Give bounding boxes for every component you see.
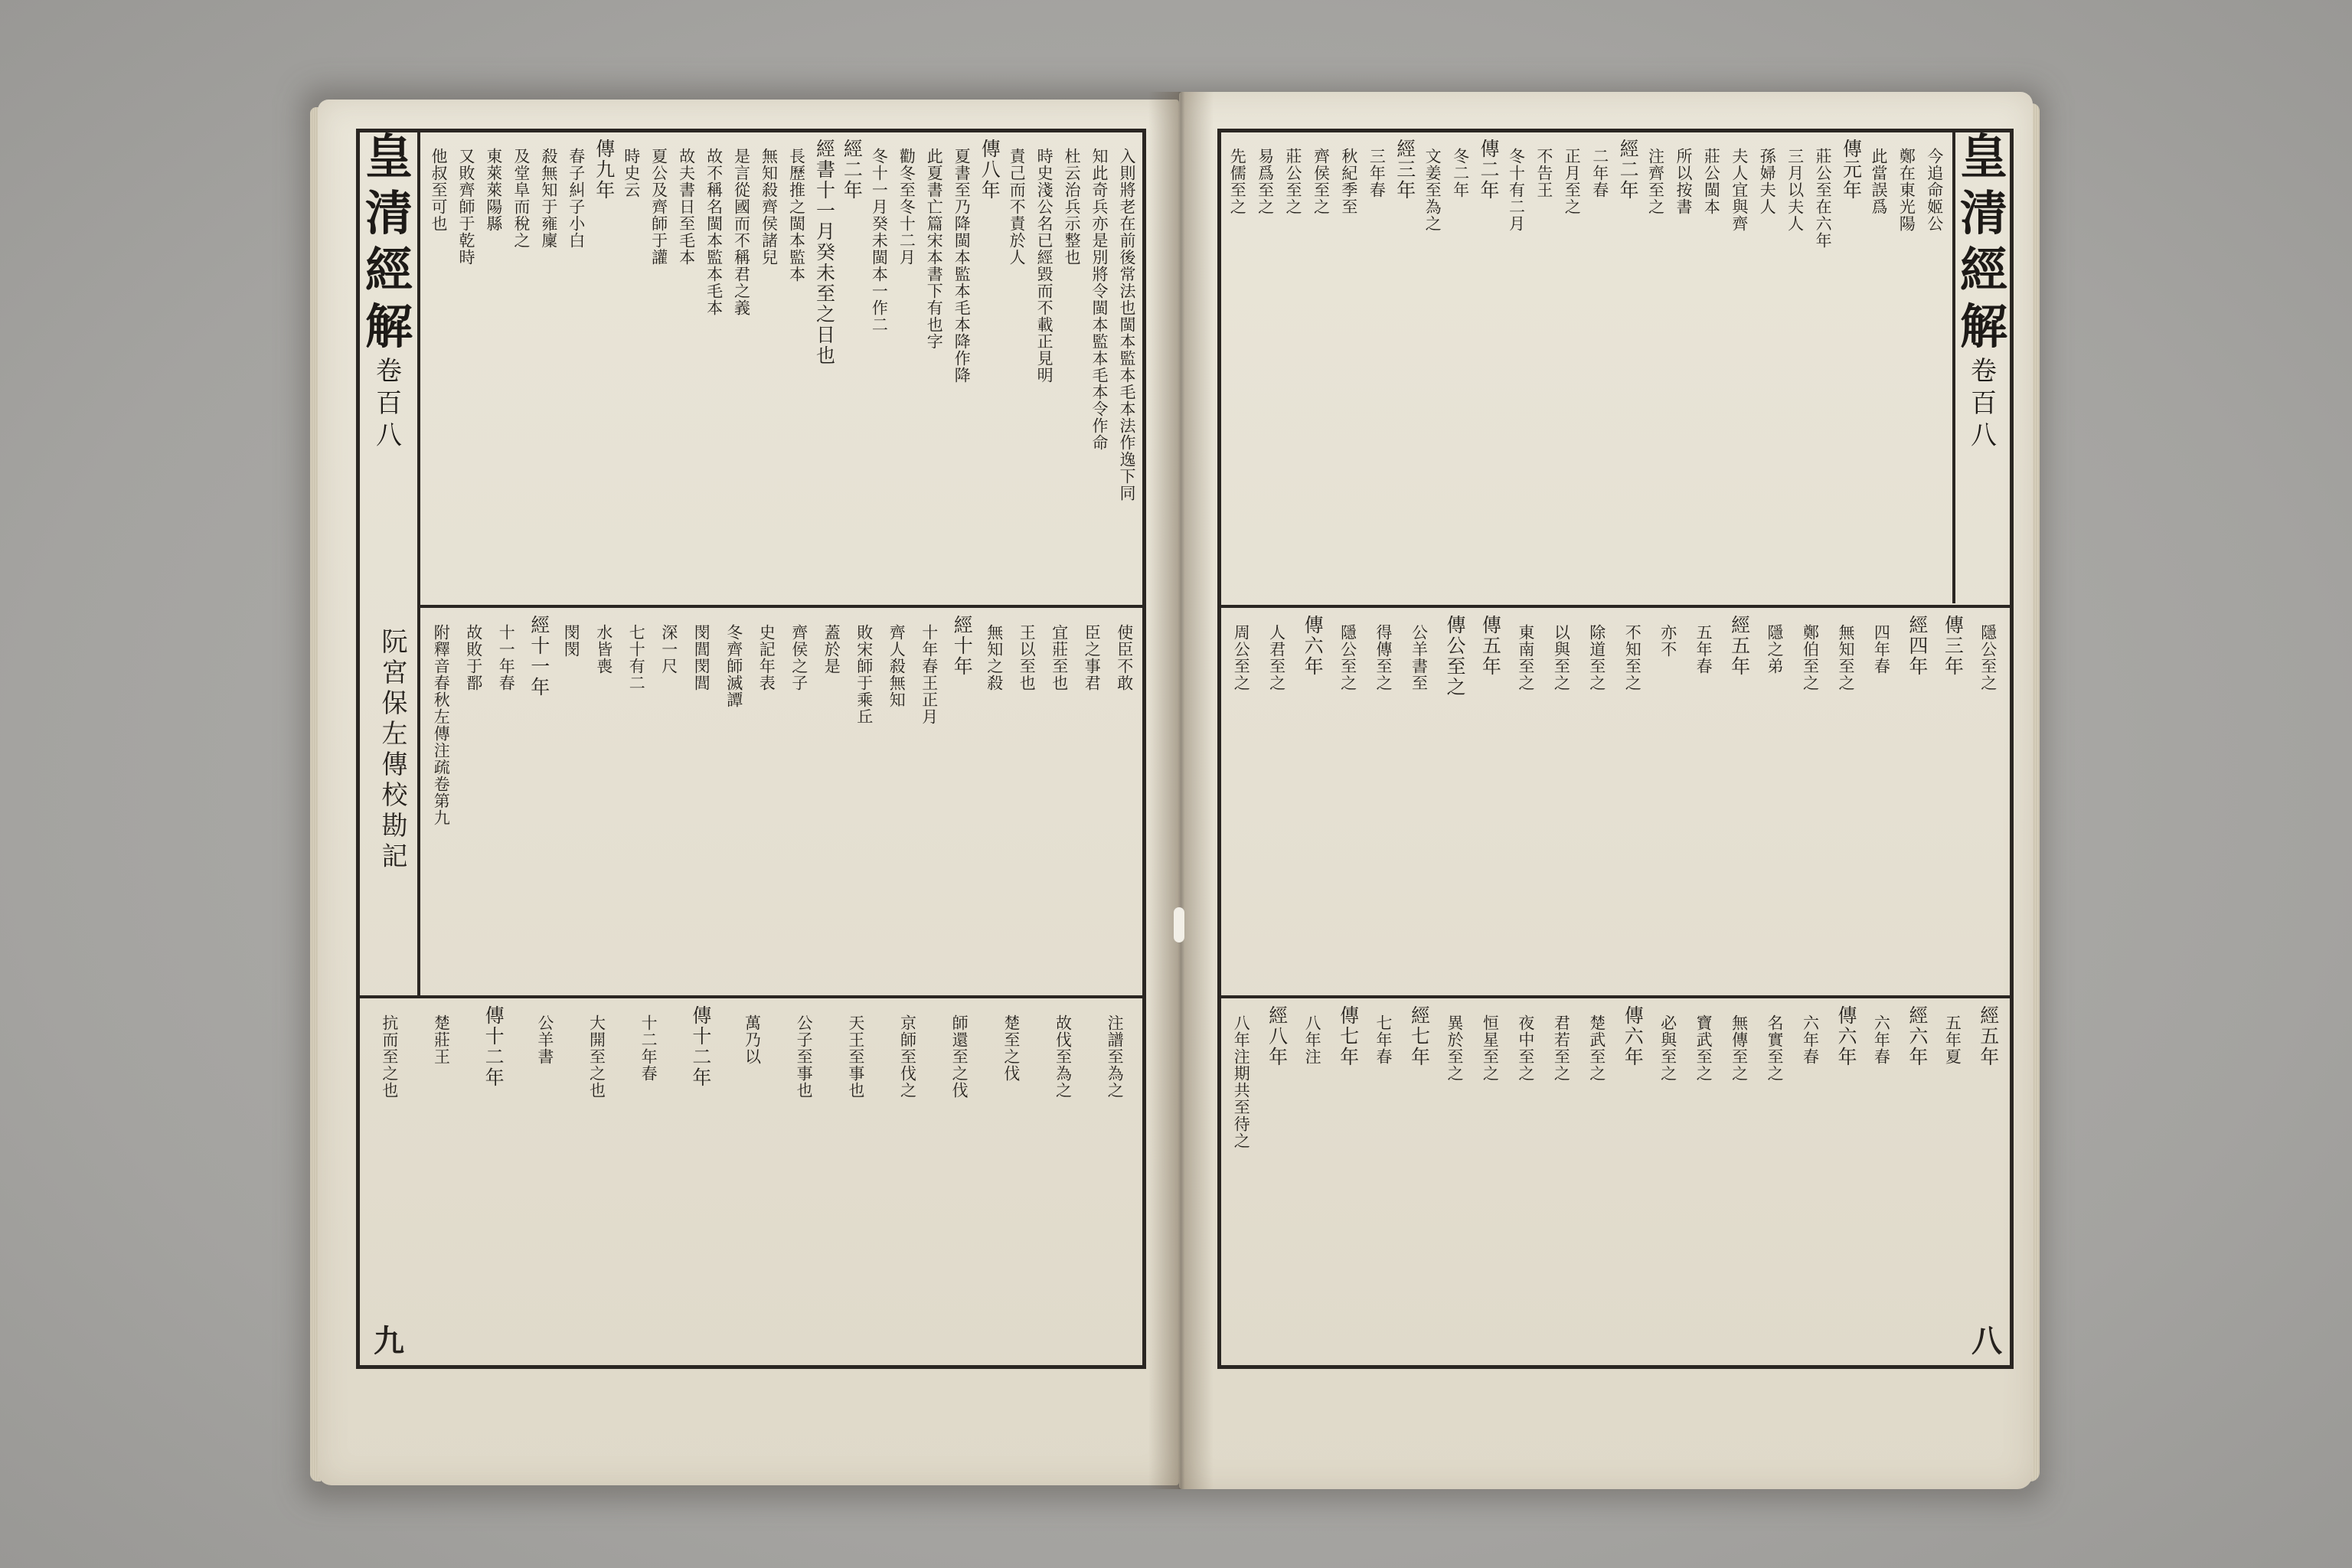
text-column: 十二年春	[639, 1014, 658, 1082]
section-heading-column: 傳三年	[1942, 615, 1965, 677]
left-rule-lower	[356, 995, 1146, 998]
text-column: 隱之弟	[1766, 624, 1785, 675]
section-heading-column: 經十年	[951, 615, 974, 677]
text-column: 莊公閩本	[1702, 148, 1721, 215]
side-volume-char: 八	[376, 420, 402, 451]
text-column: 七年春	[1374, 1014, 1393, 1065]
text-column: 故夫書日至毛本	[677, 148, 696, 266]
text-column: 鄭伯至之	[1801, 624, 1820, 691]
text-column: 宜莊至也	[1050, 624, 1069, 691]
text-column: 孫婦夫人	[1758, 148, 1777, 215]
text-column: 他叔至可也	[429, 148, 448, 232]
text-column: 冬齊師滅譚	[724, 624, 743, 708]
text-column: 杜云治兵示整也	[1063, 148, 1082, 266]
side-title-char: 清	[364, 185, 413, 241]
text-column: 時史淺公名已經毀而不載正見明	[1035, 148, 1054, 384]
left-rule-upper	[417, 605, 1146, 608]
book-gutter	[1148, 92, 1214, 1489]
side-title-char: 解	[1959, 299, 2007, 354]
text-column: 萬乃以	[743, 1014, 762, 1065]
text-column: 史記年表	[757, 624, 776, 691]
text-column: 除道至之	[1587, 624, 1606, 691]
text-column: 注齊至之	[1646, 148, 1665, 215]
text-column: 及堂阜而稅之	[511, 148, 531, 249]
text-column: 莊公至在六年	[1814, 148, 1833, 249]
text-column: 入則將老在前後常法也閩本監本毛本法作逸下同	[1118, 148, 1137, 501]
side-volume-char: 百	[376, 388, 402, 419]
section-heading-column: 經五年	[1728, 615, 1751, 677]
text-column: 必與至之	[1658, 1014, 1677, 1082]
text-column: 隱公至之	[1338, 624, 1357, 691]
text-column: 王以至也	[1018, 624, 1037, 691]
side-volume-char: 卷	[376, 356, 402, 387]
left-side-column-rule	[417, 129, 420, 995]
text-column: 五年夏	[1943, 1014, 1962, 1065]
text-column: 三年春	[1367, 148, 1387, 198]
section-heading-column: 傳五年	[1479, 615, 1502, 677]
side-volume-char: 百	[1971, 388, 1997, 419]
text-column: 無知之殺	[985, 624, 1004, 691]
text-column: 附釋音春秋左傳注疏卷第九	[432, 624, 451, 826]
text-column: 不告王	[1534, 148, 1553, 198]
text-column: 閔閔	[562, 624, 581, 658]
text-column: 夏公及齊師于讙	[649, 148, 668, 266]
section-heading-column: 經書十一月癸未至之日也	[813, 139, 836, 366]
text-column: 三月以夫人	[1785, 148, 1805, 232]
text-column: 齊侯之子	[789, 624, 808, 691]
text-column: 不知至之	[1623, 624, 1642, 691]
text-column: 恒星至之	[1481, 1014, 1500, 1082]
text-column: 二年春	[1590, 148, 1609, 198]
text-column: 公羊書至	[1410, 624, 1429, 691]
text-column: 冬十一月癸未閩本一作二	[870, 148, 889, 333]
text-column: 名實至之	[1766, 1014, 1785, 1082]
text-column: 時史云	[622, 148, 641, 198]
text-column: 此當誤爲	[1869, 148, 1888, 215]
text-column: 異於至之	[1445, 1014, 1464, 1082]
side-title-char: 經	[364, 242, 413, 298]
text-column: 又敗齊師于乾時	[456, 148, 475, 266]
text-column: 故伐至為之	[1054, 1014, 1073, 1099]
text-column: 冬十有二月	[1507, 148, 1526, 232]
side-title-char: 皇	[1959, 129, 2007, 185]
left-side-title	[362, 129, 416, 603]
text-column: 文姜至為之	[1423, 148, 1442, 232]
text-column: 周公至之	[1232, 624, 1251, 691]
text-column: 無知至之	[1836, 624, 1855, 691]
text-column: 勸冬至冬十二月	[897, 148, 916, 266]
section-heading-column: 傳十二年	[689, 1005, 712, 1088]
text-column: 以與至之	[1552, 624, 1571, 691]
right-page-number: 八	[1971, 1323, 2002, 1359]
text-column: 六年春	[1872, 1014, 1891, 1065]
text-column: 東南至之	[1516, 624, 1535, 691]
section-heading-column: 經六年	[1906, 1005, 1929, 1067]
text-column: 人君至之	[1267, 624, 1286, 691]
text-column: 蓋於是	[822, 624, 841, 675]
section-heading-column: 經七年	[1408, 1005, 1431, 1067]
section-heading-column: 經三年	[1393, 139, 1416, 201]
section-heading-column: 經八年	[1266, 1005, 1289, 1067]
text-column: 齊侯至之	[1312, 148, 1331, 215]
text-column: 無知殺齊侯諸兒	[760, 148, 779, 266]
text-column: 天王至事也	[846, 1014, 865, 1099]
section-heading-column: 經五年	[1977, 1005, 2000, 1067]
text-column: 故敗于鄑	[464, 624, 483, 691]
right-side-title	[1957, 129, 2011, 603]
text-column: 使臣不敢	[1115, 624, 1134, 691]
side-volume-char: 卷	[1971, 356, 1997, 387]
text-column: 八年注期共至待之	[1232, 1014, 1251, 1149]
text-column: 長歷推之閩本監本	[787, 148, 806, 283]
text-column: 夜中至之	[1516, 1014, 1535, 1082]
text-column: 十年春王正月	[920, 624, 939, 725]
side-title-char: 清	[1959, 185, 2007, 241]
text-column: 無傳至之	[1730, 1014, 1749, 1082]
text-column: 深一尺	[659, 624, 678, 675]
text-column: 責己而不責於人	[1008, 148, 1027, 266]
text-column: 此夏書亡篇宋本書下有也字	[925, 148, 944, 350]
section-heading-column: 傳十二年	[482, 1005, 505, 1088]
text-column: 公子至事也	[795, 1014, 814, 1099]
text-column: 故不稱名閩本監本毛本	[704, 148, 724, 316]
text-column: 得傳至之	[1374, 624, 1393, 691]
text-column: 冬二年	[1451, 148, 1470, 198]
text-column: 隱公至之	[1978, 624, 1998, 691]
text-column: 今追命姬公	[1925, 148, 1944, 232]
text-column: 抗而至之也	[380, 1014, 399, 1099]
text-column: 楚莊王	[432, 1014, 451, 1065]
text-column: 君若至之	[1552, 1014, 1571, 1082]
text-column: 東萊萊陽縣	[484, 148, 503, 232]
text-column: 敗宋師于乘丘	[854, 624, 874, 725]
section-heading-column: 傳公至之	[1443, 615, 1466, 697]
binding-thread-spot	[1174, 907, 1184, 942]
side-title-char: 經	[1959, 242, 2007, 298]
section-heading-column: 傳九年	[593, 139, 616, 201]
text-column: 夏書至乃降閩本監本毛本降作降	[952, 148, 972, 384]
text-column: 寶武至之	[1694, 1014, 1713, 1082]
text-column: 京師至伐之	[898, 1014, 917, 1099]
text-column: 臣之事君	[1083, 624, 1102, 691]
text-column: 楚至之伐	[1001, 1014, 1021, 1082]
text-column: 亦不	[1658, 624, 1677, 658]
section-heading-column: 經十一年	[528, 615, 550, 697]
text-column: 八年注	[1303, 1014, 1322, 1065]
text-column: 殺無知于雍廩	[539, 148, 558, 249]
section-heading-column: 傳二年	[1478, 139, 1501, 201]
text-column: 十一年春	[497, 624, 516, 691]
section-heading-column: 經二年	[841, 139, 864, 201]
section-heading-column: 傳六年	[1622, 1005, 1645, 1067]
right-rule-upper	[1217, 605, 2014, 608]
side-title-char: 皇	[364, 129, 413, 185]
text-column: 楚武至之	[1587, 1014, 1606, 1082]
left-side-footer: 阮宮保左傳校勘記	[377, 628, 407, 873]
right-print-frame	[1217, 129, 2014, 1369]
text-column: 易爲至之	[1256, 148, 1275, 215]
section-heading-column: 傳八年	[978, 139, 1001, 201]
text-column: 正月至之	[1563, 148, 1582, 215]
text-column: 春子糾子小白	[567, 148, 586, 249]
text-column: 先儒至之	[1228, 148, 1247, 215]
section-heading-column: 傳六年	[1302, 615, 1325, 677]
section-heading-column: 傳元年	[1840, 139, 1863, 201]
section-heading-column: 傳六年	[1834, 1005, 1857, 1067]
section-heading-column: 經四年	[1906, 615, 1929, 677]
text-column: 水皆喪	[594, 624, 613, 675]
text-column: 夫人宜與齊	[1730, 148, 1749, 232]
text-column: 閔閭閔閭	[692, 624, 711, 691]
side-title-char: 解	[364, 299, 413, 354]
text-column: 秋紀季至	[1339, 148, 1358, 215]
text-column: 五年春	[1694, 624, 1713, 675]
text-column: 齊人殺無知	[887, 624, 906, 708]
text-column: 知此奇兵亦是別將令閩本監本毛本令作命	[1090, 148, 1109, 451]
text-column: 大開至之也	[587, 1014, 606, 1099]
text-column: 是言從國而不稱君之義	[732, 148, 751, 316]
side-volume-char: 八	[1971, 420, 1997, 451]
section-heading-column: 傳七年	[1337, 1005, 1360, 1067]
text-column: 注譜至為之	[1106, 1014, 1125, 1099]
left-page-number: 九	[374, 1323, 404, 1359]
text-column: 七十有二	[627, 624, 646, 691]
right-rule-lower	[1217, 995, 2014, 998]
section-heading-column: 經二年	[1617, 139, 1640, 201]
text-column: 公羊書	[535, 1014, 554, 1065]
text-column: 所以按書	[1674, 148, 1693, 215]
text-column: 鄭在東光陽	[1897, 148, 1916, 232]
text-column: 師還至之伐	[950, 1014, 969, 1099]
text-column: 四年春	[1872, 624, 1891, 675]
right-side-column-rule	[1952, 129, 1955, 603]
text-column: 莊公至之	[1284, 148, 1303, 215]
text-column: 六年春	[1801, 1014, 1820, 1065]
